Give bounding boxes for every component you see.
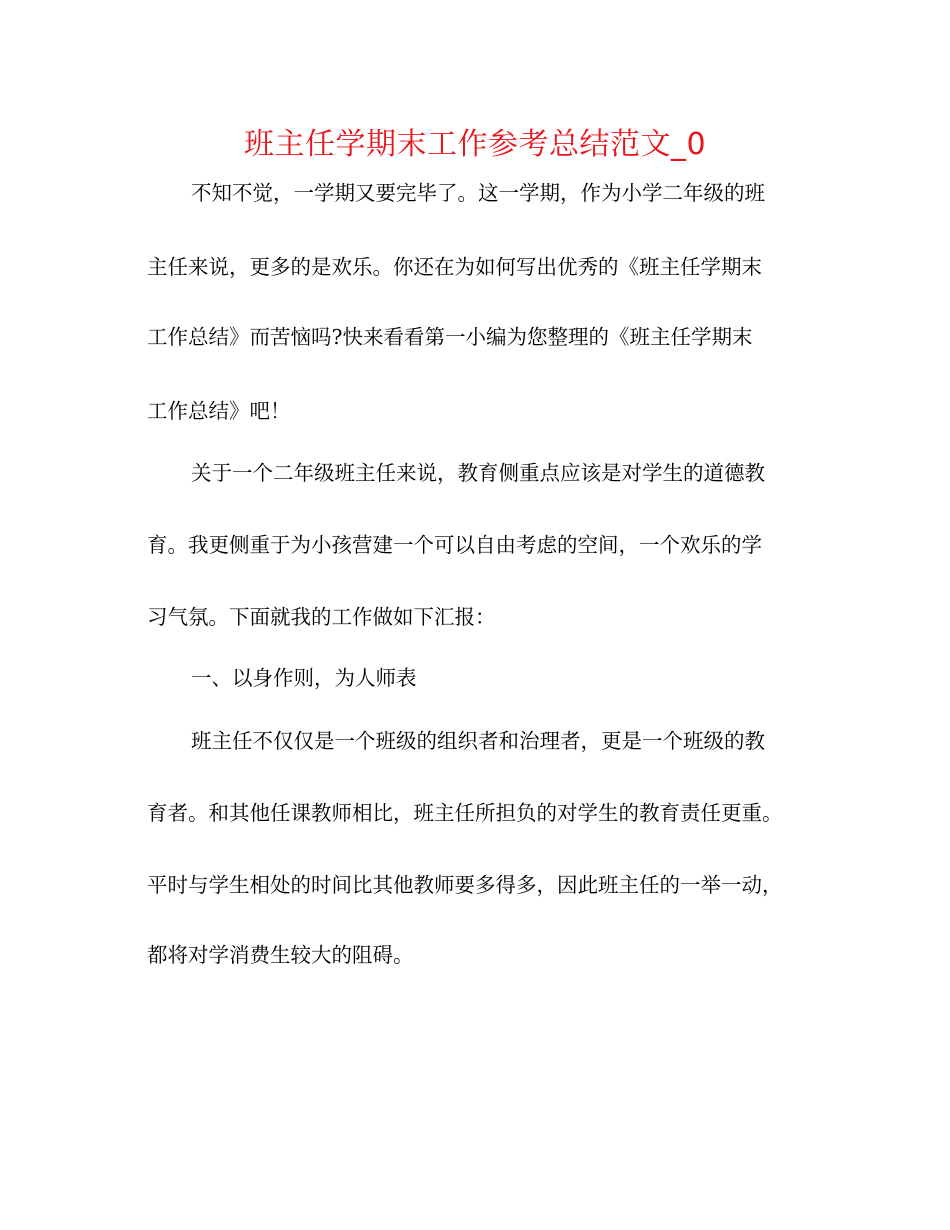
paragraph-3-line-2: 育者。和其他任课教师相比，班主任所担负的对学生的教育责任更重。 bbox=[147, 801, 783, 825]
paragraph-1-line-3: 工作总结》而苦恼吗?快来看看第一小编为您整理的《班主任学期末 bbox=[147, 325, 753, 349]
paragraph-2-line-1: 关于一个二年级班主任来说，教育侧重点应该是对学生的道德教 bbox=[191, 461, 765, 485]
paragraph-3-line-4: 都将对学消费生较大的阻碍。 bbox=[147, 943, 414, 967]
document-title: 班主任学期末工作参考总结范文_0 bbox=[243, 127, 707, 162]
paragraph-3-line-1: 班主任不仅仅是一个班级的组织者和治理者，更是一个班级的教 bbox=[191, 729, 765, 753]
section-heading-1: 一、以身作则，为人师表 bbox=[191, 666, 417, 690]
paragraph-1-line-2: 主任来说，更多的是欢乐。你还在为如何写出优秀的《班主任学期末 bbox=[147, 255, 762, 279]
paragraph-3-line-3: 平时与学生相处的时间比其他教师要多得多，因此班主任的一举一动， bbox=[147, 873, 783, 897]
paragraph-1-line-4: 工作总结》吧！ bbox=[147, 399, 291, 423]
paragraph-2-line-3: 习气氛。下面就我的工作做如下汇报： bbox=[147, 605, 496, 629]
paragraph-1-line-1: 不知不觉，一学期又要完毕了。这一学期，作为小学二年级的班 bbox=[191, 181, 765, 205]
paragraph-2-line-2: 育。我更侧重于为小孩营建一个可以自由考虑的空间，一个欢乐的学 bbox=[147, 533, 762, 557]
